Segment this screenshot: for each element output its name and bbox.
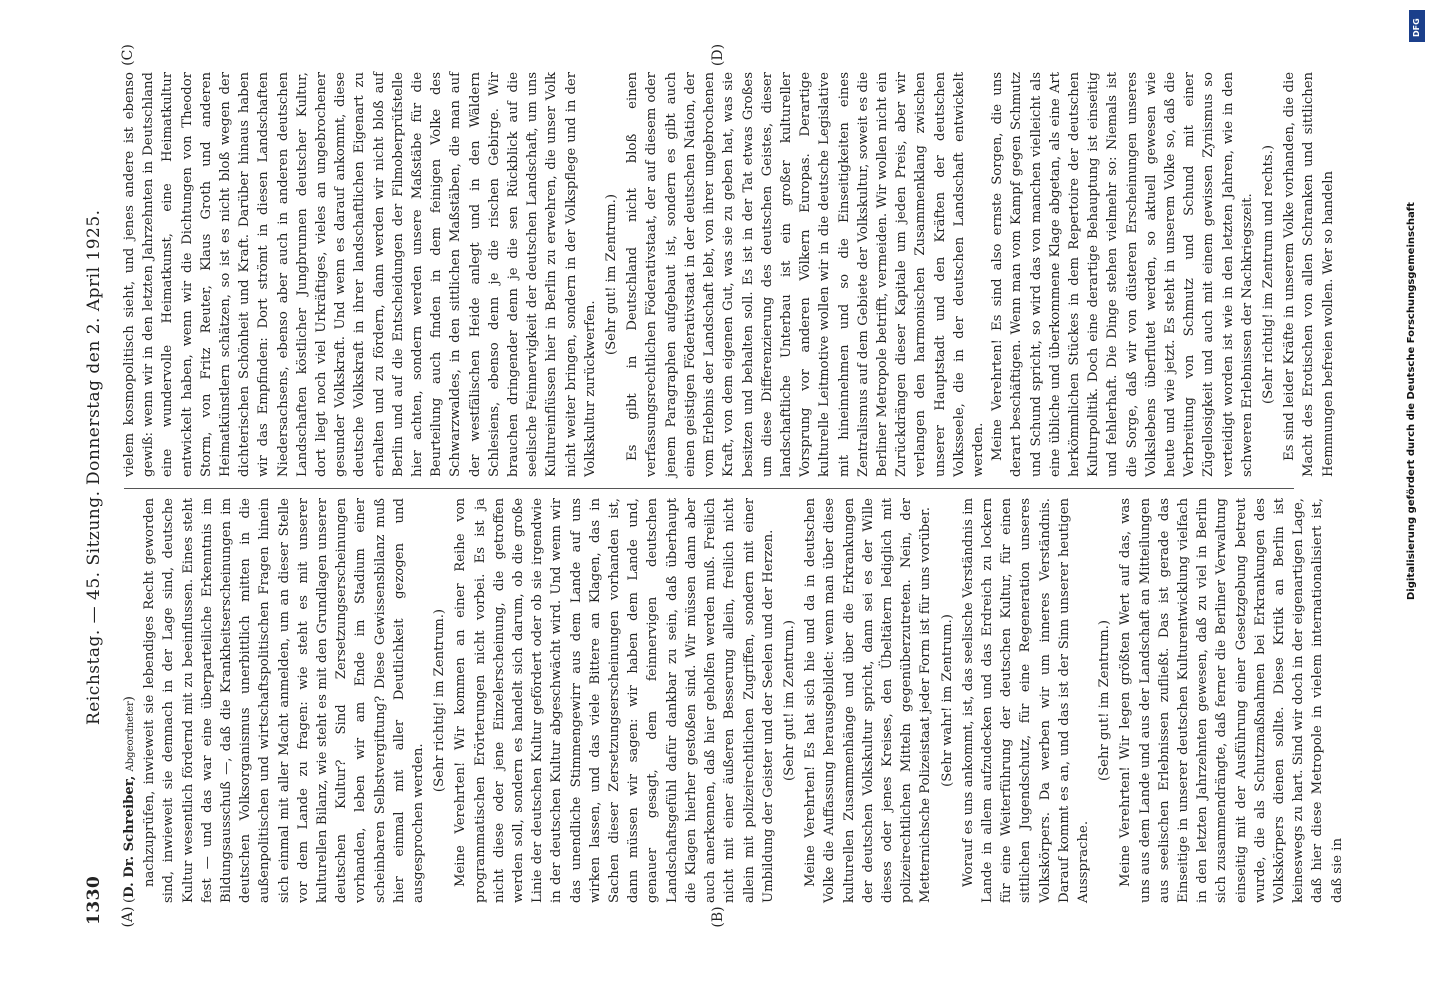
reaction: (Sehr gut! im Zentrum.) xyxy=(604,194,620,356)
paragraph: Meine Verehrten! Es hat sich hie und da in deutschen Volke die Auffassung herausgebildet: wenn man über diese kulturellen Zusammenhänge und über die Erkrankungen der deutschen Volkskultur spricht, dann sei es der Wille dieses oder jenes Kreises, den Übeltätern lediglich mit polizeirechtlichen Mitteln gegenüberzutreten. Nein, der Metternichsche Polizeistaat jeder Form ist für uns vorüber. xyxy=(803,498,934,903)
paragraph: Worauf es uns ankommt, ist, das seelische Verständnis im Lande in allem aufzudecken und das Erdreich zu lockern für eine Weiterführung der deutschen Kultur, für einen sittlichen Jugendschutz, für eine Regeneration unseres Volkskörpers. Da werben wir um inneres Verständnis. Darauf kommt es an, und das ist der Sinn unserer heutigen Aussprache. xyxy=(960,498,1091,903)
page-number: 1330 xyxy=(84,875,104,925)
session-title: Reichstag. — 45. Sitzung. xyxy=(84,490,104,725)
margin-marker-c: (C) xyxy=(120,44,136,66)
dfg-logo: DFG xyxy=(1409,10,1425,42)
dfg-sidebar xyxy=(1400,0,1434,1000)
session-date: Donnerstag den 2. April 1925. xyxy=(84,209,104,485)
margin-marker-b: (B) xyxy=(710,906,726,928)
speaker-role: Abgeordneter xyxy=(125,701,136,772)
paragraph: Meine Verehrten! Wir legen größten Wert auf das, was uns aus dem Lande und aus der Landschaft an Mitteilungen aus seelischen Erlebnissen zufließt. Das ist gerade das Einseitige in unserer deutschen Kulturentwicklung vielfach in den letzten Jahrzehnten gewesen, daß zu viel in Berlin sich zusammendrängte, daß ferner die Berliner Verwaltung einseitig mit der Ausführung einer Gesetzgebung betreut wurde, die als Schutzmaßnahmen bei Erkrankungen des Volkskörpers dienen sollte. Diese Kritik an Berlin ist keineswegs zu hart. Sind wir doch in der eigenartigen Lage, daß hier diese Metropole in vielem internationalisiert ist, daß sie in xyxy=(1118,498,1345,903)
rotated-page-content xyxy=(80,43,1345,928)
page-header xyxy=(80,65,114,925)
reaction: (Sehr gut! im Zentrum.) xyxy=(781,620,797,782)
margin-marker-d: (D) xyxy=(710,43,726,67)
column-divider xyxy=(124,488,1294,489)
reaction: (Sehr richtig! im Zentrum und rechts.) xyxy=(1260,145,1276,405)
reaction: (Sehr gut! im Zentrum.) xyxy=(1097,620,1113,782)
paragraph: vielem kosmopolitisch sieht, und jenes andere ist ebenso gewiß: wenn wir in den letzten Jahrzehnten in Deutschland eine wundervolle Heimatkunst, eine Heimatkultur entwickelt haben, wenn wir die Dichtungen von Theodor Storm, von Fritz Reuter, Klaus Groth und anderen Heimatkünstlern schätzen, so ist es nicht bloß wegen der dichterischen Schönheit und Kraft. Darüber hinaus haben wir das Empfinden: Dort strömt in diesen Landschaften Niedersachsens, ebenso aber auch in anderen deutschen Landschaften köstlicher Jungbrunnen deutscher Kultur, dort liegt noch viel Urkräftiges, vieles an ungebrochener gesunder Volkskraft. Und wenn es darauf ankommt, diese deutsche Volkskraft in ihrer landschaftlichen Eigenart zu erhalten und zu fördern, dann werden wir nicht bloß auf Berlin und auf die Entscheidungen der Filmoberprüfstelle hier achten, sondern werden unsere Maßstäbe für die Beurteilung auch finden in dem feinigen Volke des Schwarzwaldes, in den sittlichen Maßstäben, die man auf der westfälischen Heide anlegt und in den Wäldern Schlesiens, ebenso denn je die rischen Gebirge. Wir brauchen dringender denn je die sen Rückblick auf die seelische Feinnervigkeit der deutschen Landschaft, um uns Kultureinflüssen hier in Berlin zu erwehren, die unser Volk nicht weiter bringen, sondern in der Volkspflege und in der Volkskultur zurückwerfen. xyxy=(122,72,598,477)
paragraph: nachzuprüfen, inwieweit sie lebendiges Recht geworden sind, inwieweit sie demnach in der Lage sind, deutsche Kultur wesentlich fördernd mit zu beeinflussen. Eines steht fest — und das war eine überparteiliche Erkenntnis im Bildungsausschuß —, daß die Krankheitserscheinungen im deutschen Volksorganismus unerbittlich mitten in die außenpolitischen und wirtschaftspolitischen Fragen hinein sich einmal mit aller Macht anmelden, um an dieser Stelle vor dem Lande zu fragen: wie steht es mit unserer kulturellen Bilanz, wie steht es mit den Grundlagen unserer deutschen Kultur? Sind Zersetzungserscheinungen vorhanden, leben wir am Ende im Stadium einer scheinbaren Selbstvergiftung? Diese Gewissensbilanz muß hier einmal mit aller Deutlichkeit gezogen und ausgesprochen werden. xyxy=(142,498,427,903)
right-column xyxy=(120,72,1336,477)
paragraph: Es gibt in Deutschland nicht bloß einen verfassungsrechtlichen Föderativstaat, der auf diesem oder jenem Paragraphen aufgebaut ist, sondern es gibt auch einen geistigen Föderativstaat in der deutschen Nation, der vom Erlebnis der Landschaft lebt, von ihrer ungebrochenen Kraft, von dem eigenen Gut, was sie zu geben hat, was sie besitzen und behalten soll. Es ist in der Tat etwas Großes um diese Differenzierung des deutschen Geistes, dieser landschaftliche Unterbau ist ein großer kultureller Vorsprung vor anderen Völkern Europas. Derartige kulturelle Leitmotive wollen wir in die deutsche Legislative mit hineinnehmen und so die Einseitigkeiten eines Zentralismus auf dem Gebiete der Volkskultur, soweit es die Berliner Metropole betrifft, vermeiden. Wir wollen nicht ein Zurückdrängen dieser Kapitale um jeden Preis, aber wir verlangen den harmonischen Zusammenklang zwischen unserer Hauptstadt und den Kräften der deutschen Volksseele, die in der deutschen Landschaft entwickelt werden. xyxy=(625,72,986,477)
margin-marker-a: (A) xyxy=(120,906,136,928)
reaction: (Sehr wahr! im Zentrum.) xyxy=(939,614,955,787)
reaction: (Sehr richtig! im Zentrum.) xyxy=(432,608,448,793)
digitization-credit: Digitalisierung gefördert durch die Deutsche Forschungsgemeinschaft xyxy=(1406,202,1417,600)
paragraph: Es sind leider Kräfte in unserem Volke vorhanden, die die Macht des Erotischen von allen Schranken und sittlichen Hemmungen befreien wollen. Wer so handeln xyxy=(1282,72,1336,477)
paragraph: Meine Verehrten! Wir kommen an einer Reihe von programmatischen Erörterungen nicht vorbei. Es ist ja nicht diese oder jene Einzelerscheinung, die getroffen werden soll, sondern es handelt sich darum, ob die große Linie der deutschen Kultur gefördert oder ob sie irgendwie in der deutschen Kultur abgeschwächt wird. Und wenn wir das unendliche Stimmengewirr aus dem Lande auf uns wirken lassen, und das viele Bittere an Klagen, das in Sachen dieser Zersetzungserscheinungen vorhanden ist, dann müssen wir sagen: wir haben dem Lande und, genauer gesagt, dem feinnervigen deutschen Landschaftsgefühl dafür dankbar zu sein, daß überhaupt die Klagen hierher gestoßen sind. Wir müssen dann aber auch anerkennen, daß hier geholfen werden muß. Freilich nicht mit einer äußeren Besserung allein, freilich nicht allein mit polizeirechtlichen Zugriffen, sondern mit einer Umbildung der Geister und der Seelen und der Herzen. xyxy=(453,498,776,903)
left-column xyxy=(120,498,1345,903)
speaker-line: (D. Dr. Schreiber, Abgeordneter) xyxy=(122,696,137,903)
speaker-name: D. Dr. Schreiber, xyxy=(122,775,137,898)
paragraph: Meine Verehrten! Es sind also ernste Sorgen, die uns derart beschäftigen. Wenn man vom Kampf gegen Schmutz und Schund spricht, so wird das von manchen vielleicht als eine übliche und überkommene Klage abgetan, als eine Art herkömmlichen Stückes in dem Repertoire der deutschen Kulturpolitik. Doch eine derartige Behauptung ist einseitig und fehlerhaft. Die Dinge stehen vielmehr so: Niemals ist die Sorge, daß wir von düsteren Erscheinungen unseres Volkslebens überflutet werden, so aktuell gewesen wie heute und wie jetzt. Es steht in unserem Volke so, daß die Verbreitung von Schmutz und Schund mit einer Zügellosigkeit und auch mit einem gewissen Zynismus so verteidigt worden ist wie in den letzten Jahren, wie in den schweren Erlebnissen der Nachkriegszeit. xyxy=(990,72,1255,477)
